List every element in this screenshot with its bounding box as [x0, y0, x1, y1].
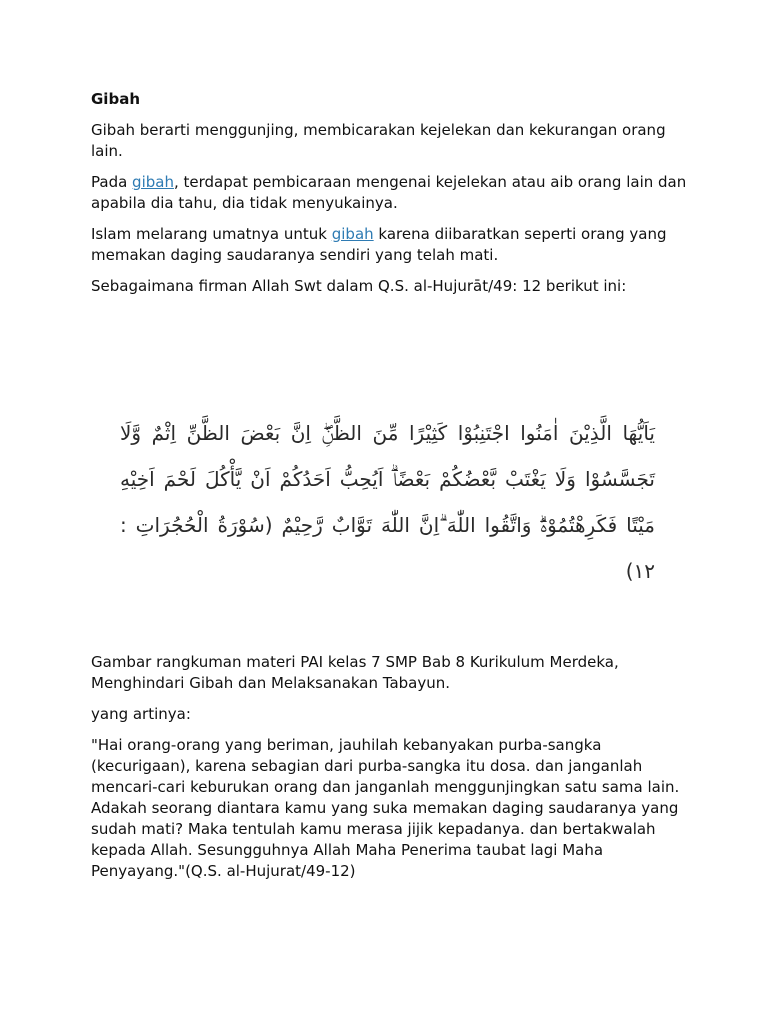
gibah-link[interactable]: gibah	[132, 173, 174, 191]
image-caption: Gambar rangkuman materi PAI kelas 7 SMP Bab 8 Kurikulum Merdeka, Menghindari Gibah dan Melaksanakan Tabayun.	[91, 653, 619, 692]
verse-translation: "Hai orang-orang yang beriman, jauhilah kebanyakan purba-sangka (kecurigaan), karena sebagian dari purba-sangka itu dosa. dan janganlah mencari-cari keburukan orang dan janganlah menggunjingkan satu sama lain. Adakah seorang diantara kamu yang suka memakan daging saudaranya yang sudah mati? Maka tentulah kamu merasa jijik kepadanya. dan bertakwalah kepada Allah. Sesungguhnya Allah Maha Penerima taubat lagi Maha Penyayang."(Q.S. al-Hujurat/49-12)	[91, 736, 680, 880]
paragraph-verse-intro: Sebagaimana firman Allah Swt dalam Q.S. al-Hujurāt/49: 12 berikut ini:	[91, 277, 627, 295]
paragraph-definition: Gibah berarti menggunjing, membicarakan kejelekan dan kekurangan orang lain.	[91, 121, 666, 160]
quran-verse-image	[120, 410, 655, 583]
paragraph-gibah-meaning: Pada gibah, terdapat pembicaraan mengenai kejelekan atau aib orang lain dan apabila dia tahu, dia tidak menyukainya.	[91, 173, 687, 212]
article-lower-body	[91, 652, 691, 892]
meaning-intro: yang artinya:	[91, 705, 191, 723]
article-title: Gibah	[91, 90, 140, 108]
paragraph-islam-prohibition: Islam melarang umatnya untuk gibah karena diibaratkan seperti orang yang memakan daging saudaranya sendiri yang telah mati.	[91, 225, 667, 264]
article-body	[91, 89, 691, 307]
arabic-verse-text: يَاَيُّهَا الَّذِيْنَ اٰمَنُوا اجْتَنِبُوْا كَثِيْرًا مِّنَ الظَّنِّۖ اِنَّ بَعْضَ الظَّنِّ اِثْمٌ وَّلَا تَجَسَّسُوْا وَلَا يَغْتَبْ بَّعْضُكُمْ بَعْضًاۗ اَيُحِبُّ اَحَدُكُمْ اَنْ يَّأْكُلَ لَحْمَ اَخِيْهِ مَيْتًا فَكَرِهْتُمُوْهُۗ وَاتَّقُوا اللّٰهَ ۗاِنَّ اللّٰهَ تَوَّابٌ رَّحِيْمٌ (سُوْرَةُ الْحُجُرَاتِ : ١٢)	[120, 421, 655, 583]
gibah-link-2[interactable]: gibah	[331, 225, 374, 243]
